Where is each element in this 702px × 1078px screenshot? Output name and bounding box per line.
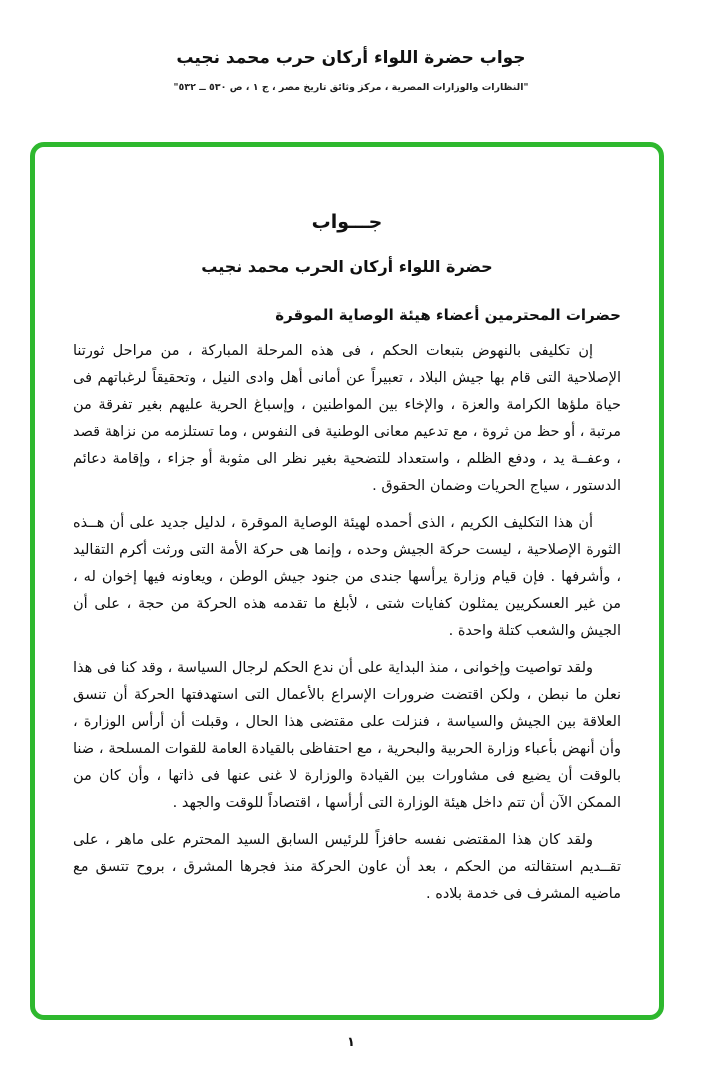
letter-subheading: حضرة اللواء أركان الحرب محمد نجيب bbox=[201, 257, 493, 276]
page-footer bbox=[0, 1035, 702, 1050]
letter-paragraph-1: إن تكليفى بالنهوض بتبعات الحكم ، فى هذه المرحلة المباركة ، من مراحل ثورتنا الإصلاحية التى قام بها جيش البلاد ، تعبيراً عن أمانى أهل وادى النيل ، وتحقيقاً لرغباتهم فى حياة ملؤها الكرامة والعزة ، والإخاء بين المواطنين ، وإسباغ الحرية عليهم بغير تفرقة من مرتبة ، أو حظ من ثروة ، مع تدعيم معانى الوطنية فى النفوس ، وما تستلزمه من نزاهة قصد ، وعفــة يد ، ودفع الظلم ، واستعداد للتضحية بغير نظر الى مثوبة أو جزاء ، وإقامة دعائم الدستور ، سياج الحريات وضمان الحقوق . bbox=[73, 343, 621, 494]
page-number: ١ bbox=[347, 1035, 355, 1050]
page-title: جواب حضرة اللواء أركان حرب محمد نجيب bbox=[176, 48, 526, 68]
letter-body bbox=[73, 338, 621, 908]
letter-paragraph-2: أن هذا التكليف الكريم ، الذى أحمده لهيئة الوصاية الموقرة ، لدليل جديد على أن هــذه الثورة الإصلاحية ، ليست حركة الجيش وحده ، وإنما هى حركة الأمة التى ورثت أكرم التقاليد ، وأشرفها . فإن قيام وزارة يرأسها جندى من جنود جيش الوطن ، ويعاونه فيها إخوان له ، من غير العسكريين يمثلون كفايات شتى ، لأبلغ ما تقدمه هذه الحركة من حجة ، على أن الجيش والشعب كتلة واحدة . bbox=[73, 515, 621, 639]
letter-paragraph-3: ولقد تواصيت وإخوانى ، منذ البداية على أن ندع الحكم لرجال السياسة ، وقد كنا فى هذا نعلن ما نبطن ، ولكن اقتضت ضرورات الإسراع بالأعمال التى استهدفتها الحركة أن تنسق العلاقة بين الجيش والسياسة ، فنزلت على مقتضى هذا الحال ، وقبلت أن أرأس الوزارة ، وأن أنهض بأعباء وزارة الحربية والبحرية ، مع احتفاظى بالقيادة العامة للقوات المسلحة ، ضنا بالوقت أن يضيع فى مشاورات بين القيادة والوزارة لا غنى عنها فى ذاتها ، وأن كان من الممكن الآن أن تتم داخل هيئة الوزارة التى أرأسها ، اقتصاداً للوقت والجهد . bbox=[73, 660, 621, 811]
source-citation: "النظارات والوزارات المصرية ، مركز وثائق تاريخ مصر ، ج ١ ، ص ٥٣٠ ــ ٥٣٢" bbox=[173, 82, 529, 93]
letter-paragraph-4: ولقد كان هذا المقتضى نفسه حافزاً للرئيس السابق السيد المحترم على ماهر ، على تقــديم استقالته من الحكم ، بعد أن عاون الحركة منذ فجرها المشرق ، بروح تتسق مع ماضيه المشرف فى خدمة بلاده . bbox=[73, 832, 621, 902]
letter-salutation: حضرات المحترمين أعضاء هيئة الوصاية الموقرة bbox=[275, 306, 621, 324]
letter-border-box bbox=[30, 142, 664, 1020]
document-header bbox=[0, 48, 702, 93]
letter-heading: جـــواب bbox=[311, 211, 383, 233]
